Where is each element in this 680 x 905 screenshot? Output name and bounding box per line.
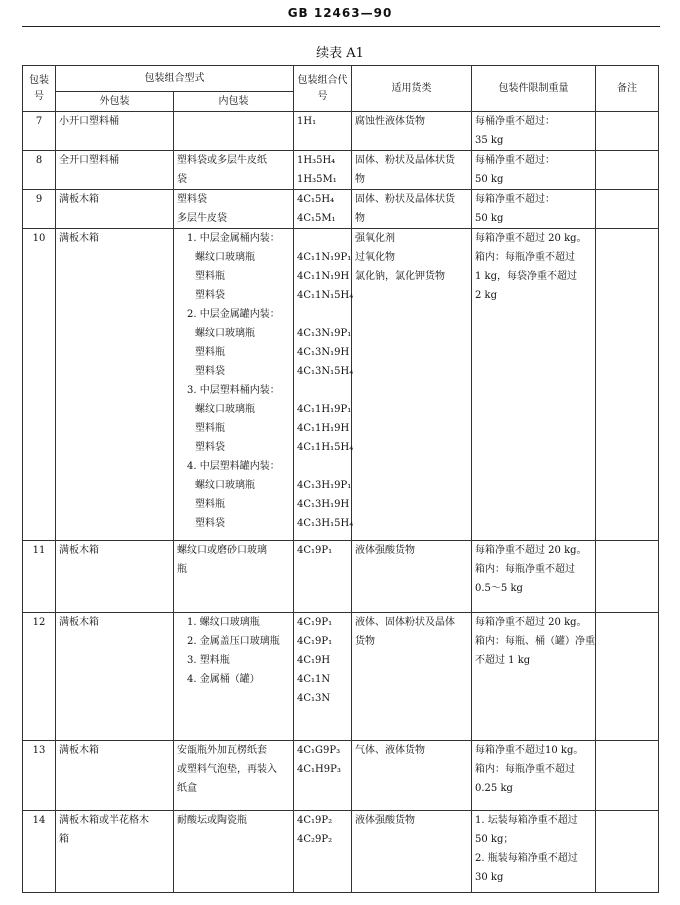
cell-combo-code xyxy=(294,541,352,613)
cell-line: 满板木箱或半花格木 xyxy=(59,815,149,826)
cell-line: 0.25 kg xyxy=(475,783,513,794)
cell-line: 1. 坛装每箱净重不超过 xyxy=(475,815,578,826)
table-title: 续表 A1 xyxy=(316,46,364,61)
cell-line: 螺纹口玻璃瓶 xyxy=(195,480,255,491)
cell-line: 塑料袋或多层牛皮纸 xyxy=(177,155,267,166)
cell-line: 箱内：每瓶净重不超过 xyxy=(475,564,575,575)
table-row xyxy=(23,541,659,613)
col-header-code: 包装组合代号 xyxy=(294,66,352,112)
cell-line: 4C₁3N xyxy=(297,693,331,704)
cell-line: 氯化钠，氯化钾货物 xyxy=(355,271,445,282)
cell-line: 箱内：每瓶、桶（罐）净重 xyxy=(475,636,595,647)
col-header-inner: 内包装 xyxy=(174,92,294,112)
cell-remark xyxy=(596,741,659,811)
cell-weight-limit xyxy=(472,229,596,541)
col-header-limit: 包装件限制重量 xyxy=(472,66,596,112)
cell-weight-limit xyxy=(472,613,596,741)
cell-line: 1. 中层金属桶内装： xyxy=(187,233,280,244)
cell-remark xyxy=(596,541,659,613)
cell-line: 塑料袋 xyxy=(195,518,225,529)
cell-remark xyxy=(596,229,659,541)
cell-line: 不超过 1 kg xyxy=(475,655,531,666)
cell-remark xyxy=(596,613,659,741)
table-row xyxy=(23,190,659,229)
cell-line: 箱 xyxy=(59,834,69,845)
cell-inner-package xyxy=(174,811,294,893)
cell-line: 箱内：每瓶净重不超过 xyxy=(475,252,575,263)
cell-line: 4C₁1H₁9H xyxy=(297,423,350,434)
cell-outer-package xyxy=(56,190,174,229)
cell-line: 35 kg xyxy=(475,135,504,146)
cell-remark xyxy=(596,190,659,229)
cell-line: 4C₁3H₁9H xyxy=(297,499,350,510)
packaging-table xyxy=(22,65,659,893)
cell-inner-package xyxy=(174,190,294,229)
cell-line: 1. 螺纹口玻璃瓶 xyxy=(187,617,260,628)
cell-line: 箱内：每瓶净重不超过 xyxy=(475,764,575,775)
table-row xyxy=(23,229,659,541)
cell-line: 1H₃5M₁ xyxy=(297,174,337,185)
cell-line: 塑料袋 xyxy=(177,194,207,205)
cell-line xyxy=(297,457,348,476)
cell-goods-type xyxy=(352,741,472,811)
cell-line: 每桶净重不超过： xyxy=(475,155,555,166)
cell-weight-limit xyxy=(472,112,596,151)
cell-weight-limit xyxy=(472,741,596,811)
cell-remark xyxy=(596,151,659,190)
cell-combo-code xyxy=(294,741,352,811)
cell-line: 安瓿瓶外加瓦楞纸套 xyxy=(177,745,267,756)
cell-outer-package xyxy=(56,541,174,613)
col-header-combo: 包装组合型式 xyxy=(56,66,294,92)
cell-goods-type xyxy=(352,151,472,190)
cell-package-no: 11 xyxy=(23,541,56,613)
header-rule xyxy=(22,26,660,27)
cell-line: 50 kg； xyxy=(475,834,514,845)
cell-weight-limit xyxy=(472,151,596,190)
cell-outer-package xyxy=(56,112,174,151)
cell-outer-package xyxy=(56,613,174,741)
cell-line: 4C₁1N₁9P₁ xyxy=(297,252,352,263)
cell-line: 4C₁1N xyxy=(297,674,331,685)
cell-combo-code xyxy=(294,190,352,229)
cell-inner-package xyxy=(174,541,294,613)
cell-line: 30 kg xyxy=(475,872,504,883)
table-row xyxy=(23,151,659,190)
cell-line: 全开口塑料桶 xyxy=(59,155,119,166)
cell-combo-code xyxy=(294,112,352,151)
standard-header: GB 12463—90 xyxy=(287,6,393,20)
cell-line: 4C₁5H₄ xyxy=(297,194,335,205)
cell-line: 耐酸坛或陶瓷瓶 xyxy=(177,815,247,826)
cell-line: 4C₁9P₁ xyxy=(297,636,333,647)
cell-line: 螺纹口玻璃瓶 xyxy=(195,404,255,415)
cell-line: 小开口塑料桶 xyxy=(59,116,119,127)
cell-line: 塑料瓶 xyxy=(195,499,225,510)
cell-line: 液体、固体粉状及晶体 xyxy=(355,617,455,628)
table-row xyxy=(23,613,659,741)
cell-line: 固体、粉状及晶体状货 xyxy=(355,194,455,205)
cell-combo-code xyxy=(294,151,352,190)
cell-line: 满板木箱 xyxy=(59,194,99,205)
cell-weight-limit xyxy=(472,811,596,893)
cell-line: 过氧化物 xyxy=(355,252,395,263)
cell-line: 满板木箱 xyxy=(59,745,99,756)
cell-goods-type xyxy=(352,229,472,541)
cell-line: 50 kg xyxy=(475,213,504,224)
col-header-note: 备注 xyxy=(596,66,659,112)
cell-line: 4C₁9P₂ xyxy=(297,815,333,826)
cell-line: 2. 金属盖压口玻璃瓶 xyxy=(187,636,280,647)
cell-line: 液体强酸货物 xyxy=(355,815,415,826)
cell-line: 每箱净重不超过： xyxy=(475,194,555,205)
cell-line: 4C₁3H₁5H₄ xyxy=(297,518,354,529)
col-header-no: 包装号 xyxy=(23,66,56,112)
cell-outer-package xyxy=(56,229,174,541)
cell-line: 4C₁9H xyxy=(297,655,331,666)
col-header-outer: 外包装 xyxy=(56,92,174,112)
cell-package-no: 8 xyxy=(23,151,56,190)
cell-line: 塑料瓶 xyxy=(195,347,225,358)
cell-line xyxy=(297,381,348,400)
cell-package-no: 12 xyxy=(23,613,56,741)
cell-line: 强氧化剂 xyxy=(355,233,395,244)
cell-line: 每箱净重不超过 20 kg。 xyxy=(475,617,587,628)
cell-line: 货物 xyxy=(355,636,375,647)
cell-line: 腐蚀性液体货物 xyxy=(355,116,425,127)
cell-line: 螺纹口或磨砂口玻璃 xyxy=(177,545,267,556)
cell-line: 多层牛皮袋 xyxy=(177,213,227,224)
cell-line: 4C₁5M₁ xyxy=(297,213,336,224)
cell-line: 每桶净重不超过： xyxy=(475,116,555,127)
cell-line: 4C₁3N₁9H xyxy=(297,347,350,358)
cell-goods-type xyxy=(352,811,472,893)
cell-line: 每箱净重不超过 20 kg。 xyxy=(475,545,587,556)
cell-line: 4C₁9P₁ xyxy=(297,617,333,628)
cell-goods-type xyxy=(352,112,472,151)
cell-outer-package xyxy=(56,151,174,190)
cell-line: 每箱净重不超过 20 kg。 xyxy=(475,233,587,244)
cell-line: 1H₃5H₄ xyxy=(297,155,336,166)
cell-line: 2. 瓶装每箱净重不超过 xyxy=(475,853,578,864)
cell-line: 50 kg xyxy=(475,174,504,185)
cell-line: 螺纹口玻璃瓶 xyxy=(195,328,255,339)
cell-goods-type xyxy=(352,613,472,741)
cell-line: 塑料袋 xyxy=(195,290,225,301)
cell-line: 满板木箱 xyxy=(59,233,99,244)
cell-package-no: 7 xyxy=(23,112,56,151)
cell-weight-limit xyxy=(472,541,596,613)
cell-line: 2 kg xyxy=(475,290,498,301)
cell-line: 纸盒 xyxy=(177,783,197,794)
cell-inner-package xyxy=(174,741,294,811)
cell-line: 4C₁9P₁ xyxy=(297,545,333,556)
cell-line: 3. 塑料瓶 xyxy=(187,655,230,666)
cell-line: 4C₁H9P₃ xyxy=(297,764,341,775)
cell-line: 4C₁3N₁5H₄ xyxy=(297,366,354,377)
cell-line: 4C₁1H₁5H₄ xyxy=(297,442,354,453)
col-header-goods: 适用货类 xyxy=(352,66,472,112)
cell-line: 或塑料气泡垫，再装入 xyxy=(177,764,277,775)
cell-combo-code xyxy=(294,613,352,741)
cell-inner-package xyxy=(174,613,294,741)
cell-inner-package xyxy=(174,229,294,541)
cell-remark xyxy=(596,112,659,151)
cell-line: 1 kg，每袋净重不超过 xyxy=(475,271,578,282)
cell-inner-package xyxy=(174,112,294,151)
cell-line: 4C₁G9P₃ xyxy=(297,745,341,756)
cell-line: 满板木箱 xyxy=(59,617,99,628)
cell-combo-code xyxy=(294,229,352,541)
cell-line: 4C₁1N₁9H xyxy=(297,271,350,282)
cell-line: 物 xyxy=(355,174,365,185)
table-row xyxy=(23,112,659,151)
table-row xyxy=(23,741,659,811)
cell-line: 塑料瓶 xyxy=(195,423,225,434)
cell-line: 4C₁3N₁9P₁ xyxy=(297,328,352,339)
cell-line: 2. 中层金属罐内装： xyxy=(187,309,280,320)
cell-line: 每箱净重不超过10 kg。 xyxy=(475,745,584,756)
cell-inner-package xyxy=(174,151,294,190)
cell-line: 液体强酸货物 xyxy=(355,545,415,556)
cell-line: 气体、液体货物 xyxy=(355,745,425,756)
cell-line: 螺纹口玻璃瓶 xyxy=(195,252,255,263)
cell-goods-type xyxy=(352,541,472,613)
cell-weight-limit xyxy=(472,190,596,229)
table-row xyxy=(23,811,659,893)
cell-package-no: 9 xyxy=(23,190,56,229)
cell-line: 塑料瓶 xyxy=(195,271,225,282)
cell-goods-type xyxy=(352,190,472,229)
cell-line: 袋 xyxy=(177,174,187,185)
cell-line: 4C₂9P₂ xyxy=(297,834,333,845)
cell-line: 满板木箱 xyxy=(59,545,99,556)
cell-line: 4. 金属桶（罐） xyxy=(187,674,260,685)
cell-line: 0.5～5 kg xyxy=(475,583,523,594)
cell-line: 3. 中层塑料桶内装： xyxy=(187,385,280,396)
cell-line xyxy=(297,305,348,324)
cell-package-no: 10 xyxy=(23,229,56,541)
cell-package-no: 13 xyxy=(23,741,56,811)
cell-line: 塑料袋 xyxy=(195,366,225,377)
cell-line: 塑料袋 xyxy=(195,442,225,453)
cell-outer-package xyxy=(56,811,174,893)
cell-line: 1H₁ xyxy=(297,116,317,127)
cell-combo-code xyxy=(294,811,352,893)
cell-line: 4C₁1N₁5H₄ xyxy=(297,290,354,301)
cell-line: 固体、粉状及晶体状货 xyxy=(355,155,455,166)
cell-line: 瓶 xyxy=(177,564,187,575)
cell-outer-package xyxy=(56,741,174,811)
cell-remark xyxy=(596,811,659,893)
cell-line: 物 xyxy=(355,213,365,224)
cell-line: 4C₁3H₁9P₁ xyxy=(297,480,352,491)
cell-line xyxy=(297,229,348,248)
cell-line: 4C₁1H₁9P₁ xyxy=(297,404,352,415)
cell-line: 4. 中层塑料罐内装： xyxy=(187,461,280,472)
cell-package-no: 14 xyxy=(23,811,56,893)
